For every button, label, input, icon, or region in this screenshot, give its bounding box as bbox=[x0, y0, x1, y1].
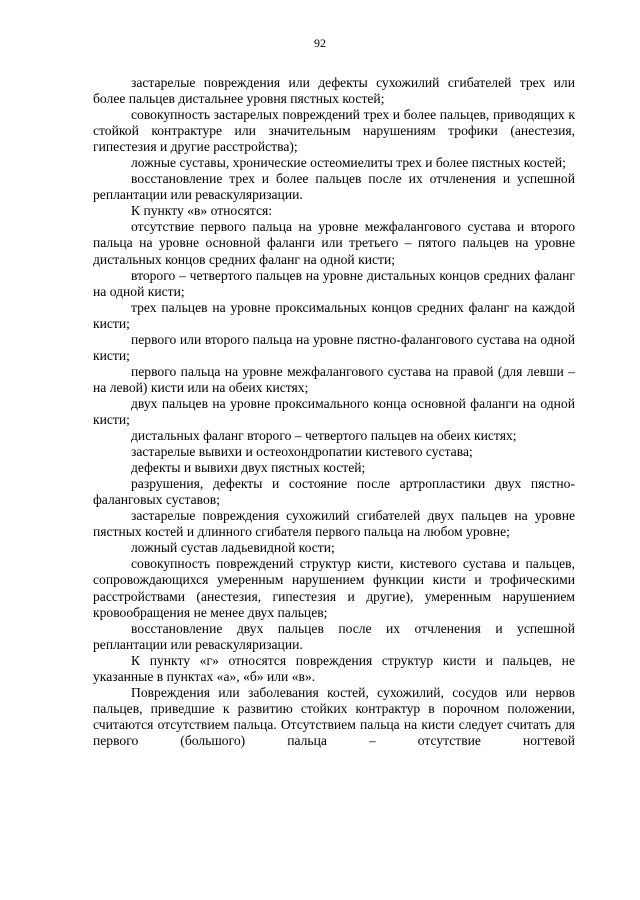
paragraph: отсутствие первого пальца на уровне межфалангового сустава и второго пальца на уровне основной фаланги или третьего – пятого пальцев на уровне дистальных концов средних фаланг на одной кисти; bbox=[93, 219, 575, 267]
paragraph: ложные суставы, хронические остеомиелиты трех и более пястных костей; bbox=[131, 155, 566, 171]
paragraph: восстановление трех и более пальцев после их отчленения и успешной реплантации или реваскуляризации. bbox=[93, 171, 575, 203]
paragraph: совокупность повреждений структур кисти, кистевого сустава и пальцев, сопровождающихся умеренным нарушением функции кисти и трофическими расстройствами (анестезия, гипестезия и другие), умеренным нарушением кровообращения не менее двух пальцев; bbox=[93, 556, 575, 620]
paragraph: восстановление двух пальцев после их отчленения и успешной реплантации или реваскуляризации. bbox=[93, 620, 575, 652]
paragraph: трех пальцев на уровне проксимальных концов средних фаланг на каждой кисти; bbox=[93, 299, 575, 331]
paragraph: ложный сустав ладьевидной кости; bbox=[131, 540, 335, 556]
page-number: 92 bbox=[314, 36, 326, 50]
paragraph: первого или второго пальца на уровне пястно-фалангового сустава на одной кисти; bbox=[93, 331, 575, 363]
paragraph: разрушения, дефекты и состояние после артропластики двух пястно-фаланговых суставов; bbox=[93, 476, 575, 508]
paragraph: первого пальца на уровне межфалангового сустава на правой (для левши – на левой) кисти или на обеих кистях; bbox=[93, 363, 575, 395]
document-body bbox=[93, 75, 575, 749]
section-heading: К пункту «в» относятся: bbox=[131, 203, 273, 219]
paragraph: второго – четвертого пальцев на уровне дистальных концов средних фаланг на одной кисти; bbox=[93, 267, 575, 299]
paragraph: застарелые повреждения или дефекты сухожилий сгибателей трех или более пальцев дистальнее уровня пястных костей; bbox=[93, 75, 575, 107]
paragraph: совокупность застарелых повреждений трех и более пальцев, приводящих к стойкой контрактуре или значительным нарушениям трофики (анестезия, гипестезия и другие расстройства); bbox=[93, 107, 575, 155]
paragraph: дистальных фаланг второго – четвертого пальцев на обеих кистях; bbox=[131, 428, 517, 444]
paragraph: Повреждения или заболевания костей, сухожилий, сосудов или нервов пальцев, приведшие к развитию стойких контрактур в порочном положении, считаются отсутствием пальца. Отсутствием пальца на кисти следует считать для первого (большого) пальца – отсутствие ногтевой bbox=[93, 684, 575, 748]
paragraph: застарелые вывихи и остеохондропатии кистевого сустава; bbox=[131, 444, 473, 460]
paragraph: двух пальцев на уровне проксимального конца основной фаланги на одной кисти; bbox=[93, 395, 575, 427]
section-heading: К пункту «г» относятся повреждения структур кисти и пальцев, не указанные в пунктах «а», «б» или «в». bbox=[93, 652, 575, 684]
paragraph: дефекты и вывихи двух пястных костей; bbox=[131, 460, 366, 476]
paragraph: застарелые повреждения сухожилий сгибателей двух пальцев на уровне пястных костей и длинного сгибателя первого пальца на любом уровне; bbox=[93, 508, 575, 540]
